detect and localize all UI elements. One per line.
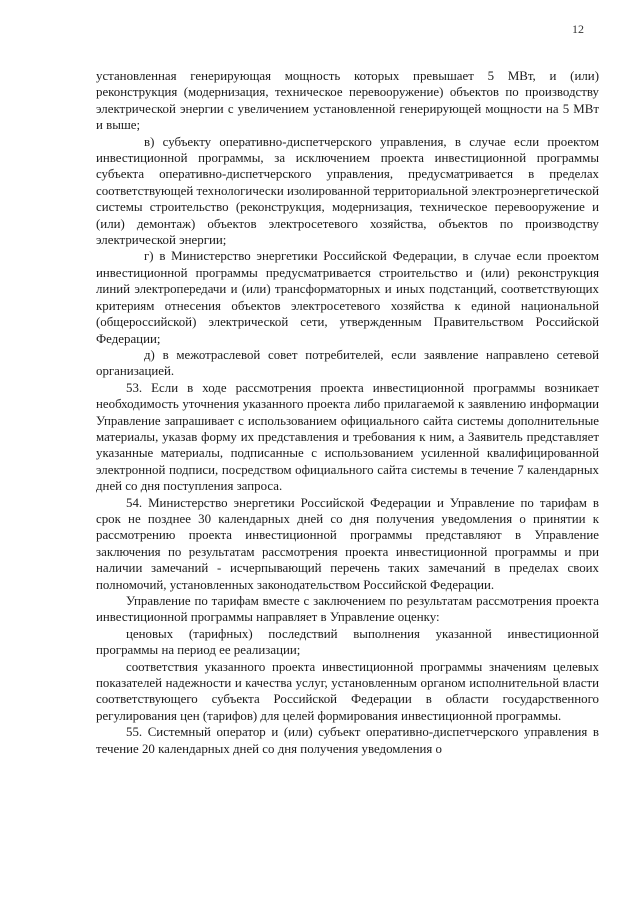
paragraph-item-d: д) в межотраслевой совет потребителей, если заявление направлено сетевой организацией. [96,347,599,379]
paragraph-54: 54. Министерство энергетики Российской Федерации и Управление по тарифам в срок не позднее 30 календарных дней со дня получения уведомления о принятии к рассмотрению проекта инвестиционной программы представляют в Управление заключения по результатам рассмотрения проекта инвестиционной программы и при наличии замечаний - исчерпывающий перечень таких замечаний в пределах своих полномочий, установленных законодательством Российской Федерации. [96,495,599,592]
paragraph-target-indicators: соответствия указанного проекта инвестиционной программы значениям целевых показателей надежности и качества услуг, установленным органом исполнительной власти соответствующего субъекта Российской Федерации в области государственного регулирования цен (тарифов) для целей формирования инвестиционной программы. [96,659,599,723]
document-body [96,68,599,757]
paragraph-price-consequences: ценовых (тарифных) последствий выполнения указанной инвестиционной программы на период ее реализации; [96,626,599,658]
paragraph-continuation: установленная генерирующая мощность которых превышает 5 МВт, и (или) реконструкция (модернизация, техническое перевооружение) объектов по производству электрической энергии с увеличением установленной генерирующей мощности на 5 МВт и выше; [96,69,599,133]
paragraph-item-v: в) субъекту оперативно-диспетчерского управления, в случае если проектом инвестиционной программы, за исключением проекта инвестиционной программы субъекта оперативно-диспетчерского управления, предусматривается в пределах соответствующей технологически изолированной территориальной электроэнергетической системы строительство (реконструкция, модернизация, техническое перевооружение и (или) демонтаж) объектов электросетевого хозяйства, объектов по производству электрической энергии; [96,134,599,248]
paragraph-53: 53. Если в ходе рассмотрения проекта инвестиционной программы возникает необходимость уточнения указанного проекта либо прилагаемой к заявлению информации Управление запрашивает с использованием официального сайта системы дополнительные материалы, указав форму их представления и требования к ним, а Заявитель представляет указанные материалы, подписанные с использованием усиленной квалифицированной электронной подписи, посредством официального сайта системы в течение 7 календарных дней со дня поступления запроса. [96,380,599,494]
paragraph-tariff-assessment: Управление по тарифам вместе с заключением по результатам рассмотрения проекта инвестиционной программы направляет в Управление оценку: [96,594,599,625]
paragraph-55: 55. Системный оператор и (или) субъект оперативно-диспетчерского управления в течение 20 календарных дней со дня получения уведомления о [96,725,599,756]
page-number: 12 [572,22,584,36]
paragraph-item-g: г) в Министерство энергетики Российской Федерации, в случае если проектом инвестиционной программы предусматривается строительство и (или) реконструкция линий электропередачи и (или) трансформаторных и иных подстанций, соответствующих критериям отнесения объектов электросетевого хозяйства к единой национальной (общероссийской) электрической сети, утвержденным Правительством Российской Федерации; [96,249,599,346]
